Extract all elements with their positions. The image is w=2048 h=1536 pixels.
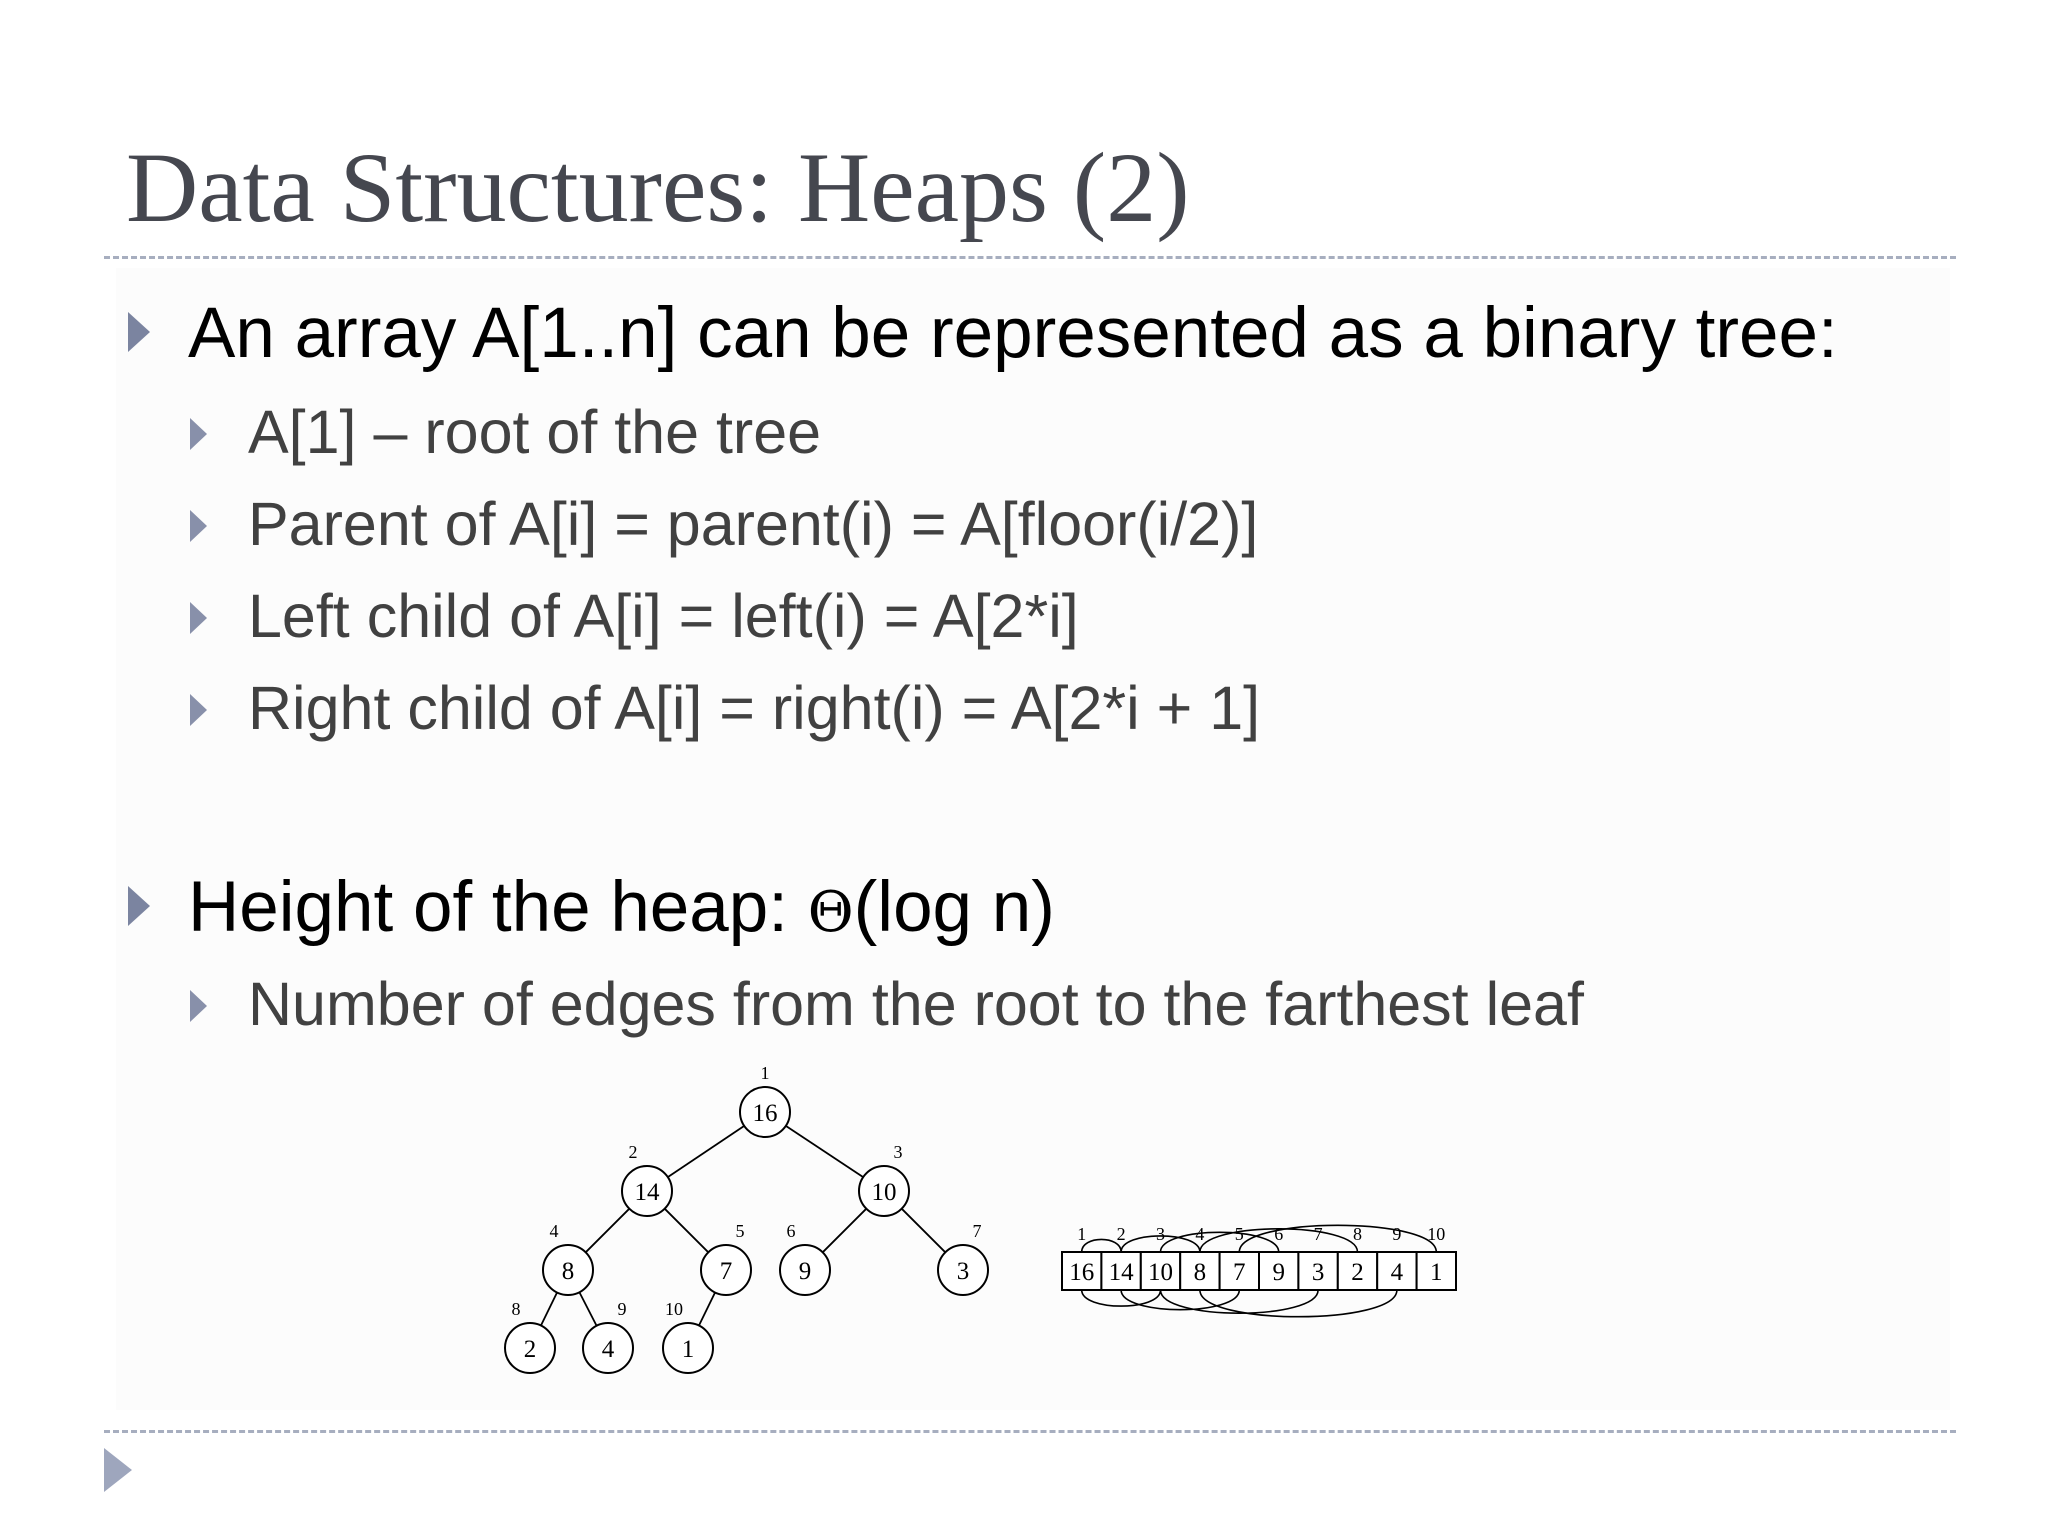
theta-symbol: Θ [807, 880, 854, 945]
tree-node-value: 2 [523, 1336, 537, 1363]
array-index: 3 [1156, 1224, 1165, 1244]
footer-divider [104, 1430, 1956, 1433]
tree-node-value: 16 [752, 1100, 778, 1127]
tree-node-index: 9 [617, 1299, 627, 1319]
array-cell-value: 14 [1108, 1259, 1134, 1286]
tree-node-index: 10 [665, 1299, 683, 1319]
slide-title: Data Structures: Heaps (2) [126, 132, 1190, 243]
tree-node-value: 4 [601, 1336, 615, 1363]
array-index: 10 [1427, 1224, 1446, 1244]
tree-node-index: 6 [786, 1221, 796, 1241]
tree-node-index: 7 [972, 1221, 982, 1241]
tree-node-index: 1 [760, 1063, 770, 1083]
tree-node-index: 5 [735, 1221, 745, 1241]
tree-node-value: 14 [634, 1179, 660, 1206]
array-index: 7 [1313, 1224, 1323, 1244]
tree-node-value: 10 [871, 1179, 897, 1206]
tree-edge [665, 1209, 709, 1253]
array-cell-value: 2 [1351, 1259, 1364, 1286]
tree-node-value: 8 [561, 1258, 575, 1285]
tree-edge [902, 1209, 946, 1253]
array-cell-value: 10 [1148, 1259, 1173, 1286]
tree-node-value: 1 [681, 1336, 695, 1363]
tree-edge [699, 1292, 715, 1325]
bullet-array-representation: An array A[1..n] can be represented as a binary tree: [188, 294, 1838, 373]
footer-arrow-icon [104, 1448, 132, 1492]
sub-bullet-root: A[1] – root of the tree [248, 398, 822, 466]
sub-bullet-right-child: Right child of A[i] = right(i) = A[2*i + 1] [248, 674, 1261, 742]
array-cell-value: 3 [1311, 1259, 1325, 1286]
array-cell-value: 7 [1233, 1259, 1246, 1286]
array-index: 4 [1195, 1224, 1205, 1244]
array-index: 6 [1274, 1224, 1284, 1244]
array-cell-value: 9 [1272, 1259, 1285, 1286]
tree-node-index: 2 [628, 1142, 638, 1162]
array-cell-value: 4 [1390, 1259, 1404, 1286]
sub-bullet-parent: Parent of A[i] = parent(i) = A[floor(i/2)] [248, 490, 1259, 558]
tree-node-value: 9 [798, 1258, 812, 1285]
array-link-arc [1082, 1239, 1121, 1252]
height-prefix: Height of the heap: [188, 868, 808, 947]
tree-node-index: 4 [549, 1221, 559, 1241]
tree-edge [786, 1126, 863, 1177]
tree-node-value: 7 [719, 1258, 733, 1285]
array-index: 2 [1116, 1224, 1126, 1244]
tree-edge [579, 1292, 596, 1326]
array-cell-value: 1 [1430, 1259, 1443, 1286]
sub-bullet-left-child: Left child of A[i] = left(i) = A[2*i] [248, 582, 1079, 650]
tree-edge [668, 1126, 744, 1177]
tree-node-value: 3 [956, 1258, 970, 1285]
tree-node-index: 3 [893, 1142, 903, 1162]
array-index: 8 [1353, 1224, 1362, 1244]
array-index: 9 [1392, 1224, 1402, 1244]
sub-bullet-edges: Number of edges from the root to the farthest leaf [248, 970, 1584, 1038]
array-cell-value: 16 [1069, 1259, 1095, 1286]
array-index: 5 [1234, 1224, 1244, 1244]
array-index: 1 [1077, 1224, 1087, 1244]
heap-array [1062, 1224, 1456, 1317]
height-suffix: (log n) [853, 868, 1055, 947]
heap-tree [505, 1063, 988, 1373]
tree-edge [541, 1292, 557, 1325]
tree-node-index: 8 [511, 1299, 521, 1319]
tree-edge [586, 1209, 630, 1253]
tree-edge [823, 1209, 867, 1253]
array-cell-value: 8 [1193, 1259, 1207, 1286]
